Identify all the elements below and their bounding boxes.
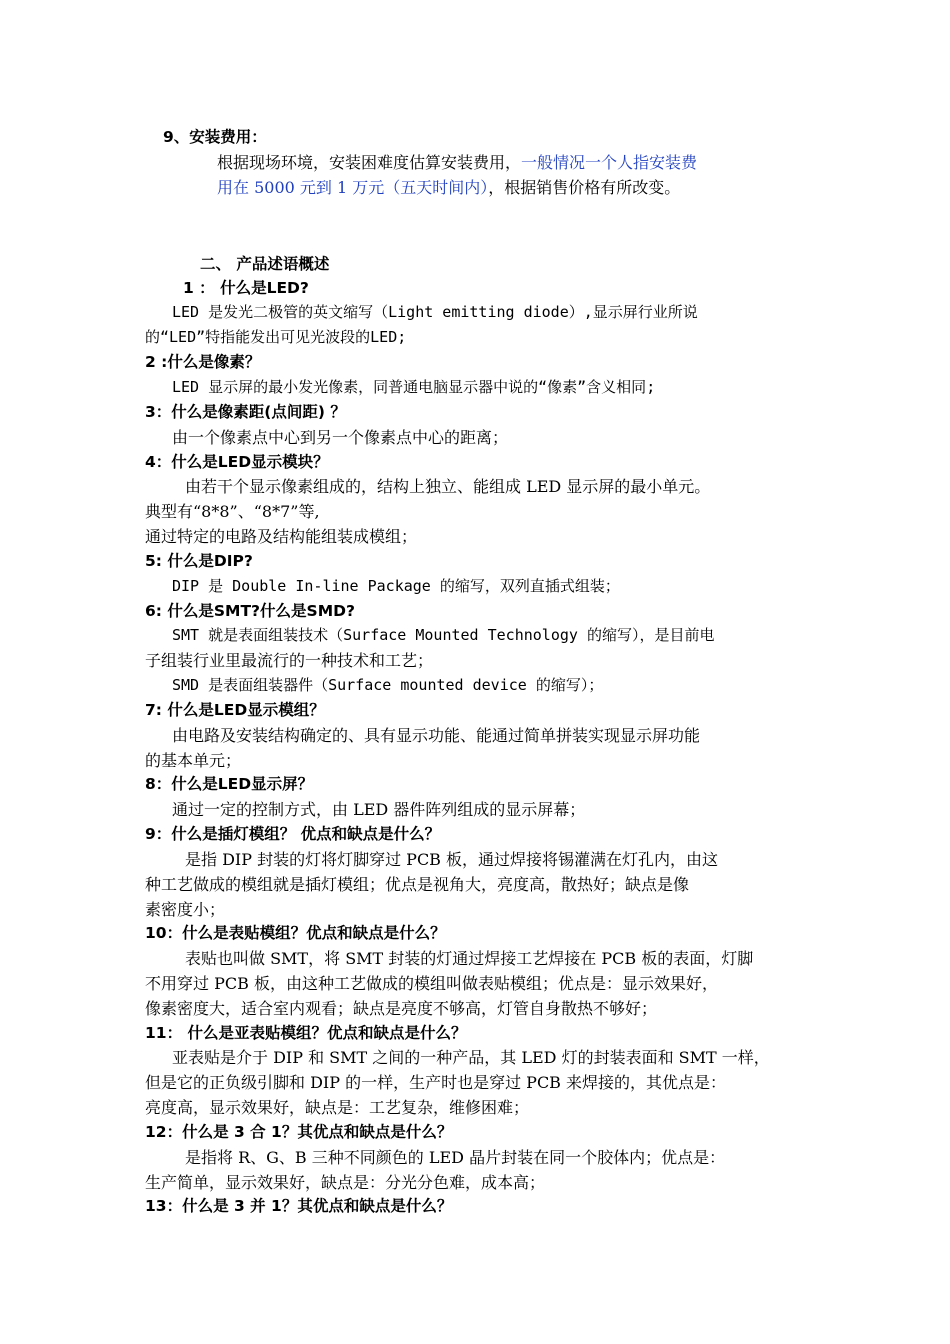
faq-answer-line: 的“LED”特指能发出可见光波段的LED; [145, 328, 407, 346]
faq-answer-line: 是指 DIP 封装的灯将灯脚穿过 PCB 板，通过焊接将锡灌满在灯孔内，由这 [185, 850, 719, 869]
section-9-paragraph [217, 150, 817, 200]
faq-question: 12：什么是 3 合 1？其优点和缺点是什么？ [145, 1123, 453, 1141]
faq-answer-line: SMD 是表面组装器件（Surface mounted device 的缩写）； [172, 676, 604, 694]
faq-answer-line: 由若干个显示像素组成的，结构上独立、能组成 LED 显示屏的最小单元。 [185, 477, 711, 496]
faq-answer-line: LED 是发光二极管的英文缩写（Light emitting diode）,显示屏行业所说 [172, 303, 698, 321]
highlighted-text: 一般情况一个人指安装费 [521, 153, 698, 172]
faq-answer-line: 典型有“8*8”、“8*7”等, [145, 502, 320, 521]
highlighted-text: 用在 5000 元到 1 万元（五天时间内） [217, 178, 489, 197]
faq-answer-line: 素密度小； [145, 900, 226, 919]
faq-answer-line: LED 显示屏的最小发光像素，同普通电脑显示器中说的“像素”含义相同; [172, 378, 656, 396]
faq-answer-line: 表贴也叫做 SMT，将 SMT 封装的灯通过焊接工艺焊接在 PCB 板的表面，灯脚 [185, 949, 754, 968]
faq-question: 10：什么是表贴模组？优点和缺点是什么？ [145, 924, 446, 942]
faq-question: 6: 什么是SMT?什么是SMD? [145, 602, 355, 620]
faq-answer-line: 通过特定的电路及结构能组装成模组； [145, 527, 418, 546]
faq-question: 8：什么是LED显示屏？ [145, 775, 314, 793]
faq-answer-line: 但是它的正负级引脚和 DIP 的一样，生产时也是穿过 PCB 来焊接的，其优点是： [145, 1073, 727, 1092]
faq-answer-line: DIP 是 Double In-line Package 的缩写，双列直插式组装； [172, 577, 620, 595]
faq-answer-line: 种工艺做成的模组就是插灯模组；优点是视角大，亮度高，散热好；缺点是像 [145, 875, 690, 894]
faq-answer-line: 通过一定的控制方式，由 LED 器件阵列组成的显示屏幕； [172, 800, 586, 819]
faq-question: 1 ： 什么是LED? [183, 279, 309, 297]
faq-answer-line: SMT 就是表面组装技术（Surface Mounted Technology 的缩写），是目前电 [172, 626, 715, 644]
faq-answer-line: 子组装行业里最流行的一种技术和工艺； [145, 651, 434, 670]
faq-answer-line: 不用穿过 PCB 板，由这种工艺做成的模组叫做表贴模组；优点是：显示效果好， [145, 974, 718, 993]
faq-answer-line: 由电路及安装结构确定的、具有显示功能、能通过简单拼装实现显示屏功能 [172, 726, 701, 745]
faq-answer-line: 生产简单，显示效果好，缺点是：分光分色难，成本高； [145, 1173, 546, 1192]
faq-answer-line: 亮度高，显示效果好，缺点是：工艺复杂，维修困难； [145, 1098, 530, 1117]
faq-question: 9：什么是插灯模组？ 优点和缺点是什么？ [145, 825, 441, 843]
faq-question: 4：什么是LED显示模块？ [145, 453, 329, 471]
faq-answer-line: 由一个像素点中心到另一个像素点中心的距离； [172, 428, 509, 447]
section-9-title: 9、安装费用： [163, 128, 267, 146]
faq-question: 5: 什么是DIP? [145, 552, 253, 570]
faq-answer-line: 是指将 R、G、B 三种不同颜色的 LED 晶片封装在同一个胶体内；优点是： [185, 1148, 726, 1167]
faq-question: 2 :什么是像素？ [145, 353, 261, 371]
faq-question: 3：什么是像素距(点间距) ？ [145, 403, 346, 421]
faq-answer-line: 的基本单元； [145, 751, 242, 770]
section-2-title: 二、 产品述语概述 [200, 255, 330, 273]
faq-answer-line: 亚表贴是介于 DIP 和 SMT 之间的一种产品，其 LED 灯的封装表面和 SMT 一样， [172, 1048, 770, 1067]
faq-question: 7: 什么是LED显示模组？ [145, 701, 325, 719]
faq-question: 13：什么是 3 并 1？其优点和缺点是什么？ [145, 1197, 453, 1215]
section-9-line-2: 用在 5000 元到 1 万元（五天时间内），根据销售价格有所改变。 [217, 178, 681, 197]
faq-answer-line: 像素密度大，适合室内观看；缺点是亮度不够高，灯管自身散热不够好； [145, 999, 658, 1018]
faq-question: 11： 什么是亚表贴模组？优点和缺点是什么？ [145, 1024, 467, 1042]
section-9-line-1: 根据现场环境，安装困难度估算安装费用，一般情况一个人指安装费 [217, 153, 698, 172]
